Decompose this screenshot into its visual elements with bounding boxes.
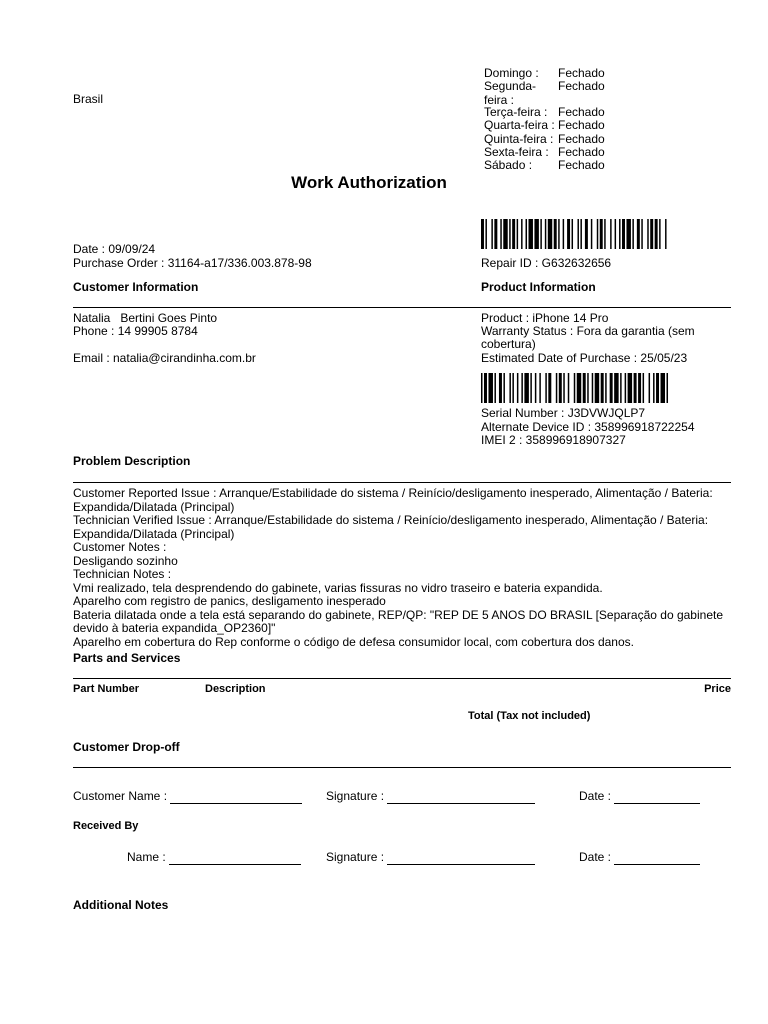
hours-value: Fechado [558,132,605,146]
barcode-bar [494,219,497,249]
problem-line: Desligando sozinho [73,553,178,568]
hours-day: Domingo : [484,66,539,80]
barcode-bar [610,373,613,403]
barcode-bar [665,219,666,249]
barcode-bar [583,373,586,403]
customer-info-heading: Customer Information [73,280,199,294]
barcode-bar [517,219,518,249]
barcode-bar [524,373,528,403]
problem-line: Vmi realizado, tela desprendendo do gabinete, varias fissuras no vidro traseiro e bateria expandida. [73,580,603,595]
serial-barcode-graphic [481,373,671,403]
barcode-bar [637,219,640,249]
barcode-bar [655,219,658,249]
hours-value: Fechado [558,158,605,172]
barcode-bar [649,373,651,403]
barcode-bar [512,219,515,249]
received-date-label: Date : [579,850,612,864]
dropoff-date-field[interactable] [614,793,700,804]
dropoff-signature [326,790,535,804]
dropoff-customer-name [73,790,302,804]
barcode-bar [643,373,645,403]
barcode-bar [572,219,573,249]
barcode-bar [539,373,541,403]
barcode-bar [585,219,588,249]
barcode-bar [620,373,622,403]
page-title: Work Authorization [291,173,447,192]
received-name-field[interactable] [169,854,301,865]
serial-barcode [481,373,671,403]
col-part-number: Part Number [73,683,140,695]
parts-heading: Parts and Services [73,651,181,665]
barcode-bar [521,373,523,403]
barcode-bar [653,373,655,403]
barcode-bar [634,373,637,403]
dropoff-date-label: Date : [579,789,612,803]
divider [73,678,731,679]
received-signature-label: Signature : [326,850,385,864]
barcode-bar [568,373,570,403]
barcode-bar [530,373,532,403]
barcode-bar [535,373,537,403]
problem-line: Technician Verified Issue : Arranque/Estabilidade do sistema / Reinício/desligamento inesperado, Alimentação / Bateria: [73,513,709,527]
barcode-bar [558,219,559,249]
barcode-bar [481,219,484,249]
barcode-bar [554,219,557,249]
purchase-order: Purchase Order : 31164-a17/336.003.878-98 [73,256,312,270]
col-price: Price [704,683,731,695]
barcode-bar [545,219,546,249]
hours-value: Fechado [558,79,605,93]
barcode-bar [580,219,581,249]
customer-name: Natalia Bertini Goes Pinto [73,311,218,325]
serial-number: Serial Number : J3DVWJQLP7 [481,406,646,420]
barcode-bar [610,219,611,249]
barcode-bar [488,373,492,403]
dropoff-customer-name-field[interactable] [170,793,302,804]
problem-line: devido à bateria expandida_OP2360]" [73,621,276,635]
hours-value: Fechado [558,66,605,80]
barcode-bar [556,373,558,403]
total-label: Total (Tax not included) [468,710,591,722]
barcode-bar [526,219,527,249]
repair-barcode-graphic [481,219,671,249]
customer-phone: Phone : 14 99905 8784 [73,324,198,338]
divider [73,767,731,768]
barcode-bar [587,373,589,403]
barcode-bar [601,373,604,403]
dropoff-signature-field[interactable] [387,793,535,804]
received-heading: Received By [73,820,139,832]
barcode-bar [605,373,607,403]
hours-day: Segunda- feira : [484,79,537,107]
barcode-bar [529,219,533,249]
barcode-bar [509,219,510,249]
problem-line: Aparelho em cobertura do Rep conforme o código de defesa consumidor local, com cobertura dos danos. [73,634,634,649]
purchase-date: Estimated Date of Purchase : 25/05/23 [481,351,688,365]
barcode-bar [500,219,501,249]
barcode-bar [567,219,570,249]
barcode-bar [650,219,653,249]
barcode-bar [626,219,630,249]
barcode-bar [499,373,502,403]
warranty-status-cont: cobertura) [481,337,536,351]
barcode-bar [494,373,496,403]
barcode-bar [548,219,552,249]
warranty-status: Warranty Status : Fora da garantia (sem [481,324,695,338]
barcode-bar [559,373,562,403]
hours-day: Quarta-feira : [484,118,555,132]
problem-line: Expandida/Dilatada (Principal) [73,499,235,514]
order-date: Date : 09/09/24 [73,242,156,256]
barcode-bar [667,373,669,403]
barcode-bar [641,219,642,249]
barcode-bar [615,219,616,249]
barcode-bar [540,219,541,249]
received-signature-field[interactable] [387,854,535,865]
problem-line: Expandida/Dilatada (Principal) [73,526,235,541]
received-name [127,851,301,865]
barcode-bar [656,373,659,403]
problem-line: Technician Notes : [73,567,172,581]
barcode-bar [517,373,519,403]
received-date-field[interactable] [614,854,700,865]
repair-barcode [481,219,671,249]
barcode-bar [521,219,522,249]
barcode-bar [659,219,660,249]
customer-email: Email : natalia@cirandinha.com.br [73,351,256,365]
barcode-bar [592,373,594,403]
received-signature [326,851,535,865]
product-name: Product : iPhone 14 Pro [481,311,609,325]
dropoff-customer-name-label: Customer Name : [73,789,168,803]
barcode-bar [632,219,633,249]
alternate-device-id: Alternate Device ID : 358996918722254 [481,420,695,434]
barcode-bar [597,219,598,249]
barcode-bar [625,373,627,403]
barcode-bar [534,219,538,249]
product-info-heading: Product Information [481,280,596,294]
hours-value: Fechado [558,118,605,132]
barcode-bar [661,373,665,403]
barcode-bar [622,219,625,249]
barcode-bar [491,219,492,249]
barcode-bar [591,219,592,249]
barcode-bar [614,373,618,403]
barcode-bar [503,373,505,403]
problem-line: Bateria dilatada onde a tela está separando do gabinete, REP/QP: "REP DE 5 ANOS DO BRASIL [Separação do gabinete [73,607,723,622]
barcode-bar [638,373,641,403]
hours-day: Sábado : [484,158,533,172]
imei-2: IMEI 2 : 358996918907327 [481,433,626,447]
barcode-bar [545,373,547,403]
barcode-bar [619,219,620,249]
repair-id: Repair ID : G632632656 [481,256,612,270]
received-name-label: Name : [127,850,166,864]
col-description: Description [205,683,266,695]
barcode-bar [604,219,605,249]
barcode-bar [503,219,507,249]
barcode-bar [512,373,514,403]
problem-line: Aparelho com registro de panics, desligamento inesperado [73,594,386,608]
opening-hours [0,0,768,180]
hours-value: Fechado [558,145,605,159]
hours-value: Fechado [558,105,605,119]
additional-notes-heading: Additional Notes [73,898,169,912]
barcode-bar [484,373,487,403]
received-date [579,851,700,865]
barcode-bar [628,373,632,403]
dropoff-heading: Customer Drop-off [73,740,180,754]
problem-line: Customer Reported Issue : Arranque/Estabilidade do sistema / Reinício/desligamento inesperado, Alimentação / Bateria: [73,486,713,500]
problem-line: Customer Notes : [73,540,167,554]
hours-day: Terça-feira : [484,105,548,119]
barcode-bar [577,373,581,403]
country-label: Brasil [73,92,104,106]
dropoff-signature-label: Signature : [326,789,385,803]
barcode-bar [574,373,576,403]
problem-heading: Problem Description [73,454,191,468]
barcode-bar [481,373,483,403]
barcode-bar [600,219,603,249]
barcode-bar [577,219,578,249]
hours-day: Quinta-feira : [484,132,554,146]
dropoff-date [579,790,700,804]
barcode-bar [595,373,599,403]
barcode-bar [647,219,648,249]
barcode-bar [485,219,486,249]
barcode-bar [563,219,564,249]
divider [73,482,731,483]
barcode-bar [563,373,565,403]
hours-day: Sexta-feira : [484,145,549,159]
divider [73,307,731,308]
barcode-bar [548,373,551,403]
barcode-bar [509,373,511,403]
problem-text [73,487,743,649]
